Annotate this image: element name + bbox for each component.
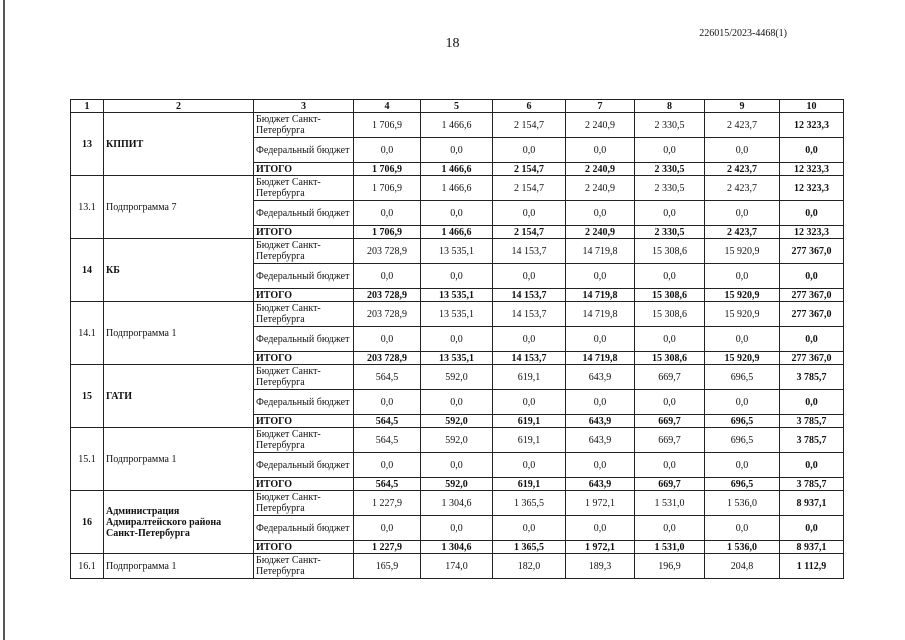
total-cell: 277 367,0 bbox=[780, 239, 844, 264]
column-header: 4 bbox=[354, 100, 421, 113]
value-cell: 13 535,1 bbox=[421, 352, 493, 365]
total-cell: 3 785,7 bbox=[780, 428, 844, 453]
value-cell: 14 719,8 bbox=[566, 302, 635, 327]
value-cell: 1 466,6 bbox=[421, 226, 493, 239]
value-cell: 2 330,5 bbox=[635, 226, 705, 239]
funding-source: Бюджет Санкт-Петербурга bbox=[254, 113, 354, 138]
value-cell: 0,0 bbox=[705, 327, 780, 352]
value-cell: 643,9 bbox=[566, 478, 635, 491]
executor-name: Подпрограмма 1 bbox=[104, 554, 254, 579]
value-cell: 1 536,0 bbox=[705, 541, 780, 554]
value-cell: 1 531,0 bbox=[635, 541, 705, 554]
value-cell: 203 728,9 bbox=[354, 289, 421, 302]
value-cell: 15 308,6 bbox=[635, 352, 705, 365]
value-cell: 0,0 bbox=[566, 138, 635, 163]
value-cell: 1 466,6 bbox=[421, 163, 493, 176]
value-cell: 0,0 bbox=[705, 390, 780, 415]
funding-source: Федеральный бюджет bbox=[254, 138, 354, 163]
value-cell: 0,0 bbox=[354, 264, 421, 289]
column-header: 1 bbox=[71, 100, 104, 113]
value-cell: 643,9 bbox=[566, 365, 635, 390]
value-cell: 0,0 bbox=[566, 201, 635, 226]
value-cell: 0,0 bbox=[493, 516, 566, 541]
row-number: 16 bbox=[71, 491, 104, 554]
funding-source: ИТОГО bbox=[254, 289, 354, 302]
funding-source: Бюджет Санкт-Петербурга bbox=[254, 491, 354, 516]
total-cell: 8 937,1 bbox=[780, 541, 844, 554]
value-cell: 0,0 bbox=[493, 390, 566, 415]
value-cell: 2 154,7 bbox=[493, 226, 566, 239]
funding-source: Федеральный бюджет bbox=[254, 327, 354, 352]
value-cell: 2 154,7 bbox=[493, 176, 566, 201]
total-cell: 277 367,0 bbox=[780, 302, 844, 327]
value-cell: 2 154,7 bbox=[493, 113, 566, 138]
total-cell: 12 323,3 bbox=[780, 163, 844, 176]
value-cell: 2 330,5 bbox=[635, 113, 705, 138]
total-cell: 0,0 bbox=[780, 138, 844, 163]
value-cell: 0,0 bbox=[566, 327, 635, 352]
funding-source: ИТОГО bbox=[254, 163, 354, 176]
value-cell: 1 365,5 bbox=[493, 541, 566, 554]
table-row bbox=[71, 113, 844, 138]
column-header: 7 bbox=[566, 100, 635, 113]
funding-source: Федеральный бюджет bbox=[254, 390, 354, 415]
executor-name: Подпрограмма 1 bbox=[104, 428, 254, 491]
executor-name: Подпрограмма 7 bbox=[104, 176, 254, 239]
value-cell: 0,0 bbox=[493, 138, 566, 163]
value-cell: 0,0 bbox=[566, 453, 635, 478]
value-cell: 0,0 bbox=[635, 201, 705, 226]
value-cell: 0,0 bbox=[493, 453, 566, 478]
total-cell: 8 937,1 bbox=[780, 491, 844, 516]
value-cell: 1 466,6 bbox=[421, 176, 493, 201]
value-cell: 15 920,9 bbox=[705, 239, 780, 264]
value-cell: 14 719,8 bbox=[566, 352, 635, 365]
value-cell: 0,0 bbox=[566, 516, 635, 541]
value-cell: 1 706,9 bbox=[354, 176, 421, 201]
value-cell: 14 153,7 bbox=[493, 289, 566, 302]
table-row bbox=[71, 239, 844, 264]
total-cell: 1 112,9 bbox=[780, 554, 844, 579]
value-cell: 1 531,0 bbox=[635, 491, 705, 516]
value-cell: 203 728,9 bbox=[354, 302, 421, 327]
value-cell: 0,0 bbox=[566, 264, 635, 289]
row-number: 13.1 bbox=[71, 176, 104, 239]
funding-source: Федеральный бюджет bbox=[254, 201, 354, 226]
total-cell: 3 785,7 bbox=[780, 478, 844, 491]
value-cell: 643,9 bbox=[566, 428, 635, 453]
funding-source: Бюджет Санкт-Петербурга bbox=[254, 428, 354, 453]
value-cell: 2 423,7 bbox=[705, 113, 780, 138]
value-cell: 564,5 bbox=[354, 415, 421, 428]
value-cell: 0,0 bbox=[354, 138, 421, 163]
value-cell: 2 330,5 bbox=[635, 163, 705, 176]
value-cell: 1 706,9 bbox=[354, 113, 421, 138]
total-cell: 0,0 bbox=[780, 201, 844, 226]
value-cell: 592,0 bbox=[421, 478, 493, 491]
value-cell: 2 240,9 bbox=[566, 226, 635, 239]
value-cell: 0,0 bbox=[354, 201, 421, 226]
value-cell: 669,7 bbox=[635, 365, 705, 390]
row-number: 14.1 bbox=[71, 302, 104, 365]
value-cell: 0,0 bbox=[635, 138, 705, 163]
table-row bbox=[71, 302, 844, 327]
column-number-row bbox=[71, 100, 844, 113]
table-row bbox=[71, 428, 844, 453]
funding-source: Бюджет Санкт-Петербурга bbox=[254, 302, 354, 327]
value-cell: 0,0 bbox=[421, 327, 493, 352]
value-cell: 669,7 bbox=[635, 478, 705, 491]
value-cell: 0,0 bbox=[354, 453, 421, 478]
column-header: 9 bbox=[705, 100, 780, 113]
total-cell: 3 785,7 bbox=[780, 365, 844, 390]
value-cell: 14 153,7 bbox=[493, 302, 566, 327]
value-cell: 619,1 bbox=[493, 365, 566, 390]
value-cell: 0,0 bbox=[421, 201, 493, 226]
executor-name: Администрация Адмиралтейского района Санкт-Петербурга bbox=[104, 491, 254, 554]
table-body bbox=[71, 100, 844, 579]
value-cell: 619,1 bbox=[493, 478, 566, 491]
funding-source: Федеральный бюджет bbox=[254, 264, 354, 289]
value-cell: 1 706,9 bbox=[354, 226, 421, 239]
value-cell: 669,7 bbox=[635, 415, 705, 428]
value-cell: 1 304,6 bbox=[421, 491, 493, 516]
funding-source: Бюджет Санкт-Петербурга bbox=[254, 554, 354, 579]
value-cell: 564,5 bbox=[354, 428, 421, 453]
total-cell: 277 367,0 bbox=[780, 289, 844, 302]
value-cell: 0,0 bbox=[421, 264, 493, 289]
row-number: 15.1 bbox=[71, 428, 104, 491]
value-cell: 0,0 bbox=[493, 201, 566, 226]
column-header: 3 bbox=[254, 100, 354, 113]
table-row bbox=[71, 365, 844, 390]
value-cell: 14 719,8 bbox=[566, 239, 635, 264]
total-cell: 277 367,0 bbox=[780, 352, 844, 365]
value-cell: 0,0 bbox=[421, 516, 493, 541]
value-cell: 696,5 bbox=[705, 478, 780, 491]
total-cell: 3 785,7 bbox=[780, 415, 844, 428]
value-cell: 2 423,7 bbox=[705, 163, 780, 176]
value-cell: 592,0 bbox=[421, 365, 493, 390]
value-cell: 0,0 bbox=[705, 138, 780, 163]
value-cell: 13 535,1 bbox=[421, 239, 493, 264]
value-cell: 0,0 bbox=[635, 327, 705, 352]
column-header: 8 bbox=[635, 100, 705, 113]
value-cell: 15 308,6 bbox=[635, 239, 705, 264]
value-cell: 0,0 bbox=[705, 264, 780, 289]
value-cell: 0,0 bbox=[493, 327, 566, 352]
column-header: 5 bbox=[421, 100, 493, 113]
value-cell: 564,5 bbox=[354, 365, 421, 390]
value-cell: 0,0 bbox=[421, 138, 493, 163]
value-cell: 669,7 bbox=[635, 428, 705, 453]
funding-source: ИТОГО bbox=[254, 352, 354, 365]
value-cell: 0,0 bbox=[493, 264, 566, 289]
value-cell: 696,5 bbox=[705, 428, 780, 453]
value-cell: 2 423,7 bbox=[705, 176, 780, 201]
value-cell: 0,0 bbox=[354, 516, 421, 541]
value-cell: 2 240,9 bbox=[566, 113, 635, 138]
value-cell: 0,0 bbox=[635, 264, 705, 289]
funding-source: ИТОГО bbox=[254, 415, 354, 428]
value-cell: 0,0 bbox=[354, 390, 421, 415]
value-cell: 1 706,9 bbox=[354, 163, 421, 176]
value-cell: 174,0 bbox=[421, 554, 493, 579]
value-cell: 14 153,7 bbox=[493, 352, 566, 365]
table-row bbox=[71, 491, 844, 516]
value-cell: 2 423,7 bbox=[705, 226, 780, 239]
value-cell: 1 304,6 bbox=[421, 541, 493, 554]
value-cell: 182,0 bbox=[493, 554, 566, 579]
value-cell: 619,1 bbox=[493, 428, 566, 453]
value-cell: 1 536,0 bbox=[705, 491, 780, 516]
value-cell: 13 535,1 bbox=[421, 302, 493, 327]
budget-table bbox=[70, 99, 844, 579]
funding-source: Бюджет Санкт-Петербурга bbox=[254, 239, 354, 264]
value-cell: 15 920,9 bbox=[705, 302, 780, 327]
value-cell: 14 153,7 bbox=[493, 239, 566, 264]
value-cell: 165,9 bbox=[354, 554, 421, 579]
value-cell: 619,1 bbox=[493, 415, 566, 428]
value-cell: 1 466,6 bbox=[421, 113, 493, 138]
value-cell: 204,8 bbox=[705, 554, 780, 579]
total-cell: 12 323,3 bbox=[780, 226, 844, 239]
value-cell: 2 240,9 bbox=[566, 176, 635, 201]
table-row bbox=[71, 176, 844, 201]
value-cell: 15 308,6 bbox=[635, 289, 705, 302]
funding-source: Бюджет Санкт-Петербурга bbox=[254, 176, 354, 201]
value-cell: 15 920,9 bbox=[705, 352, 780, 365]
value-cell: 203 728,9 bbox=[354, 352, 421, 365]
value-cell: 0,0 bbox=[635, 390, 705, 415]
value-cell: 696,5 bbox=[705, 365, 780, 390]
executor-name: ГАТИ bbox=[104, 365, 254, 428]
total-cell: 12 323,3 bbox=[780, 176, 844, 201]
funding-source: Федеральный бюджет bbox=[254, 516, 354, 541]
value-cell: 0,0 bbox=[705, 516, 780, 541]
executor-name: Подпрограмма 1 bbox=[104, 302, 254, 365]
column-header: 6 bbox=[493, 100, 566, 113]
value-cell: 196,9 bbox=[635, 554, 705, 579]
value-cell: 0,0 bbox=[421, 453, 493, 478]
funding-source: Федеральный бюджет bbox=[254, 453, 354, 478]
value-cell: 592,0 bbox=[421, 428, 493, 453]
value-cell: 1 365,5 bbox=[493, 491, 566, 516]
value-cell: 0,0 bbox=[705, 201, 780, 226]
value-cell: 0,0 bbox=[705, 453, 780, 478]
value-cell: 1 972,1 bbox=[566, 491, 635, 516]
value-cell: 0,0 bbox=[354, 327, 421, 352]
value-cell: 15 308,6 bbox=[635, 302, 705, 327]
scan-edge-line bbox=[3, 0, 5, 640]
value-cell: 1 227,9 bbox=[354, 541, 421, 554]
value-cell: 696,5 bbox=[705, 415, 780, 428]
document-id: 226015/2023-4468(1) bbox=[699, 28, 787, 39]
page-number: 18 bbox=[445, 36, 460, 51]
value-cell: 2 330,5 bbox=[635, 176, 705, 201]
value-cell: 0,0 bbox=[566, 390, 635, 415]
funding-source: Бюджет Санкт-Петербурга bbox=[254, 365, 354, 390]
value-cell: 1 227,9 bbox=[354, 491, 421, 516]
value-cell: 0,0 bbox=[635, 516, 705, 541]
executor-name: КППИТ bbox=[104, 113, 254, 176]
table-row bbox=[71, 554, 844, 579]
row-number: 15 bbox=[71, 365, 104, 428]
funding-source: ИТОГО bbox=[254, 478, 354, 491]
column-header: 2 bbox=[104, 100, 254, 113]
value-cell: 1 972,1 bbox=[566, 541, 635, 554]
total-cell: 0,0 bbox=[780, 327, 844, 352]
value-cell: 2 240,9 bbox=[566, 163, 635, 176]
value-cell: 0,0 bbox=[635, 453, 705, 478]
funding-source: ИТОГО bbox=[254, 226, 354, 239]
total-cell: 12 323,3 bbox=[780, 113, 844, 138]
row-number: 13 bbox=[71, 113, 104, 176]
column-header: 10 bbox=[780, 100, 844, 113]
value-cell: 13 535,1 bbox=[421, 289, 493, 302]
value-cell: 189,3 bbox=[566, 554, 635, 579]
value-cell: 592,0 bbox=[421, 415, 493, 428]
row-number: 14 bbox=[71, 239, 104, 302]
value-cell: 0,0 bbox=[421, 390, 493, 415]
total-cell: 0,0 bbox=[780, 453, 844, 478]
executor-name: КБ bbox=[104, 239, 254, 302]
value-cell: 564,5 bbox=[354, 478, 421, 491]
value-cell: 2 154,7 bbox=[493, 163, 566, 176]
value-cell: 203 728,9 bbox=[354, 239, 421, 264]
total-cell: 0,0 bbox=[780, 390, 844, 415]
value-cell: 643,9 bbox=[566, 415, 635, 428]
total-cell: 0,0 bbox=[780, 516, 844, 541]
value-cell: 14 719,8 bbox=[566, 289, 635, 302]
funding-source: ИТОГО bbox=[254, 541, 354, 554]
row-number: 16.1 bbox=[71, 554, 104, 579]
value-cell: 15 920,9 bbox=[705, 289, 780, 302]
total-cell: 0,0 bbox=[780, 264, 844, 289]
